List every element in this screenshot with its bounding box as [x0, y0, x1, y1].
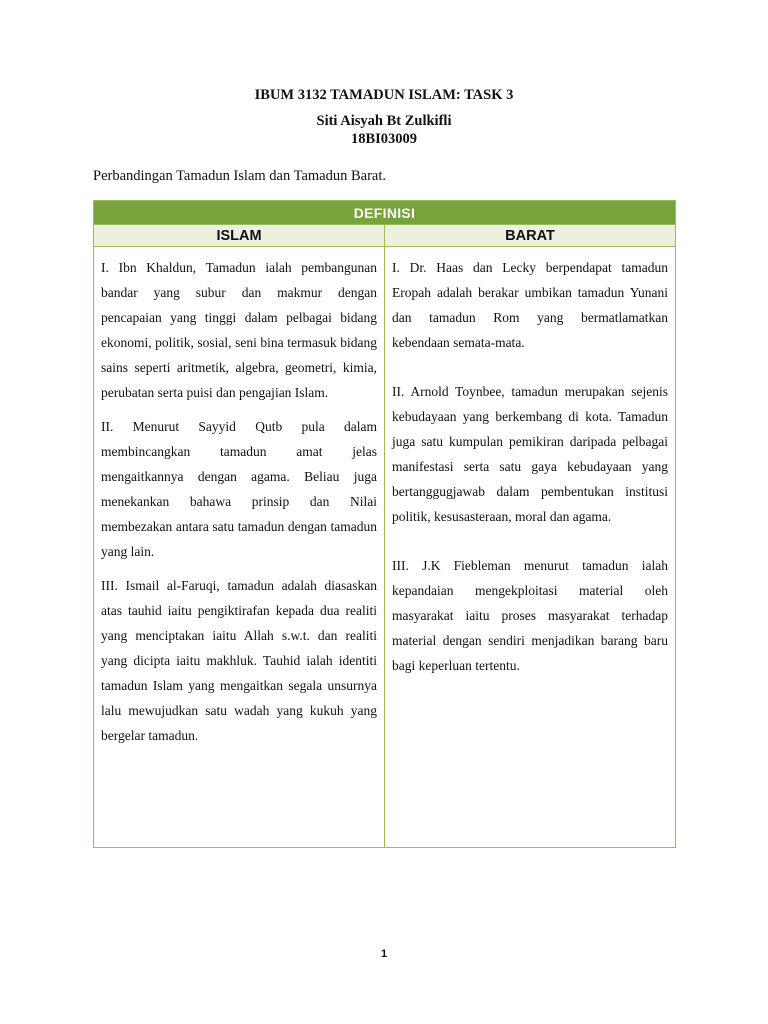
column-header-islam: ISLAM: [94, 225, 385, 247]
barat-definition-1: I. Dr. Haas dan Lecky berpendapat tamadun Eropah adalah berakar umbikan tamadun Yunani dan tamadun Rom yang bermatlamatkan kebendaan semata-mata.: [392, 260, 668, 350]
islam-definition-2: II. Menurut Sayyid Qutb pula dalam membincangkan tamadun amat jelas mengaitkannya dengan agama. Beliau juga menekankan bahawa prinsip dan Nilai membezakan antara satu tamadun dengan tamadun yang lain.: [101, 419, 377, 559]
document-title: IBUM 3132 TAMADUN ISLAM: TASK 3: [254, 87, 514, 103]
intro-text: Perbandingan Tamadun Islam dan Tamadun Barat.: [93, 168, 386, 184]
islam-definition-1: I. Ibn Khaldun, Tamadun ialah pembangunan bandar yang subur dan makmur dengan pencapaian yang tinggi dalam pelbagai bidang ekonomi, politik, sosial, seni bina termasuk bidang sains seperti aritmetik, algebra, geometri, kimia, perubatan serta puisi dan pengajian Islam.: [101, 260, 377, 400]
barat-definition-2: II. Arnold Toynbee, tamadun merupakan sejenis kebudayaan yang berkembang di kota. Tamadun juga satu kumpulan pemikiran daripada pelbagai manifestasi serta satu gaya kebudayaan yang bertanggugjawab dalam pembentukan institusi politik, kesusasteraan, moral dan agama.: [392, 384, 668, 524]
islam-column-cell: [94, 247, 385, 848]
section-header-definisi: DEFINISI: [94, 201, 676, 225]
page-number: 1: [380, 948, 388, 960]
author-name: Siti Aisyah Bt Zulkifli: [316, 113, 452, 129]
barat-column-cell: [385, 247, 676, 848]
comparison-table: [93, 200, 676, 848]
document-header: [0, 86, 768, 148]
column-header-barat: BARAT: [385, 225, 676, 247]
islam-definition-3: III. Ismail al-Faruqi, tamadun adalah diasaskan atas tauhid iaitu pengiktirafan kepada dua realiti yang menciptakan iaitu Allah s.w.t. dan realiti yang dicipta iaitu makhluk. Tauhid ialah identiti tamadun Islam yang mengaitkan segala unsurnya lalu mewujudkan satu wadah yang kukuh yang bergelar tamadun.: [101, 578, 377, 743]
barat-definition-3: III. J.K Fiebleman menurut tamadun ialah kepandaian mengekploitasi material oleh masyarakat iaitu proses masyarakat terhadap material dengan sendiri menjadikan barang baru bagi keperluan tertentu.: [392, 558, 668, 673]
student-id: 18BI03009: [350, 131, 418, 147]
